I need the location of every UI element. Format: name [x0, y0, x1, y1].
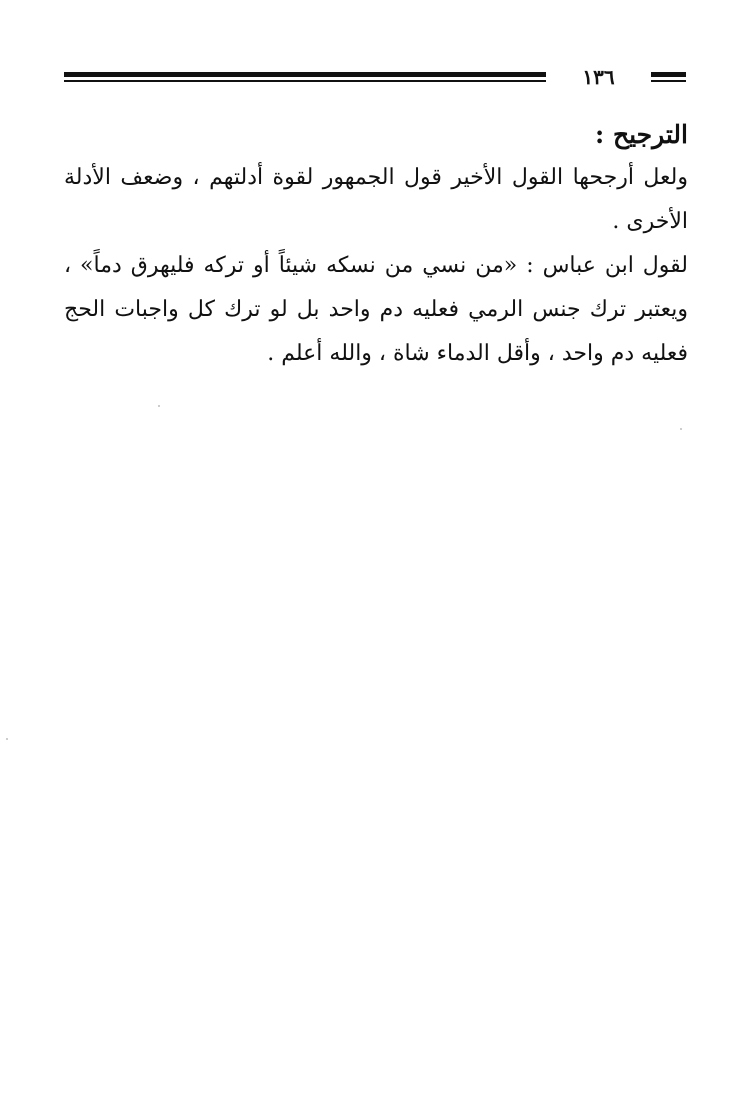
page-body	[64, 118, 688, 376]
scan-speck	[680, 428, 682, 430]
scan-speck	[158, 405, 160, 407]
section-heading: الترجيح :	[595, 120, 688, 149]
header-rule-right	[651, 72, 686, 82]
page-header	[64, 65, 686, 89]
paragraph-1: ولعل أرجحها القول الأخير قول الجمهور لقوة أدلتهم ، وضعف الأدلة الأخرى .	[64, 165, 688, 234]
page-number: ١٣٦	[582, 65, 615, 89]
scan-speck	[6, 738, 8, 740]
paragraph-2: لقول ابن عباس : «من نسي من نسكه شيئاً أو تركه فليهرق دماً» ، ويعتبر ترك جنس الرمي فعليه دم واحد بل لو ترك كل واجبات الحج فعليه دم واحد ، وأقل الدماء شاة ، والله أعلم .	[64, 253, 688, 366]
header-rule-left	[64, 72, 546, 82]
